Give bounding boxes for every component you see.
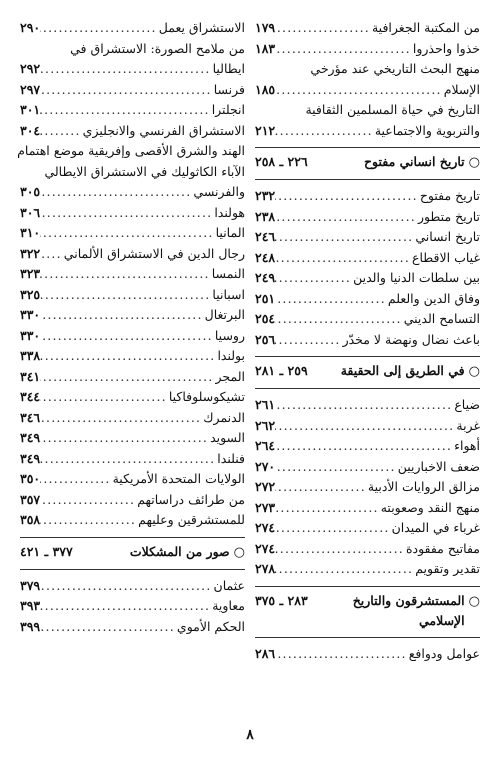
entry-page-number: ٣٥٧ (20, 491, 41, 507)
toc-entry (20, 326, 245, 347)
entry-row (20, 469, 245, 490)
entry-row (255, 436, 480, 457)
entry-title: والفرنسي (193, 184, 245, 199)
toc-entry (255, 100, 480, 141)
section-title: في الطريق إلى الحقيقة (340, 363, 465, 378)
dot-leader (275, 457, 398, 478)
entry-title: بين سلطات الدنيا والدين (353, 270, 480, 285)
entry-page-number: ٢٨٦ (255, 645, 276, 661)
toc-entry (255, 309, 480, 330)
entry-row (20, 408, 245, 429)
entry-title: تاريخ انساني (415, 229, 480, 244)
entry-row (20, 576, 245, 597)
entry-title: أهواء (454, 438, 480, 453)
entry-row (255, 186, 480, 207)
entry-title: المانيا (215, 225, 245, 240)
dot-leader (40, 408, 203, 429)
dot-leader (40, 59, 212, 80)
toc-entry (255, 559, 480, 580)
entry-page-number: ٣٢٥ (20, 286, 41, 302)
toc-entry (255, 289, 480, 310)
entry-title: الولايات المتحدة الأمريكية (112, 471, 245, 486)
entry-row (20, 182, 245, 203)
dot-leader (40, 367, 215, 388)
entry-title: التسامح الديني (403, 311, 480, 326)
toc-entry (20, 264, 245, 285)
dot-leader (275, 18, 372, 39)
entry-row (255, 477, 480, 498)
entry-title: هولندا (214, 204, 245, 220)
entry-page-number: ٣٥٨ (20, 512, 41, 527)
section-page-range: ٢٨٣ ـ ٣٧٥ (255, 592, 308, 608)
entry-title: المجر (215, 368, 245, 384)
entry-title: عثمان (213, 577, 245, 593)
entry-title: عوامل ودوافع (408, 645, 480, 661)
section-heading (20, 537, 245, 570)
toc-entry (20, 449, 245, 470)
entry-page-number: ٢١٢ (255, 122, 276, 138)
entry-page-number: ٣٤١ (20, 368, 41, 384)
entry-title: الهند والشرق الأقصى وإفريقية موضع اهتمام (17, 143, 245, 158)
entry-title: ضعف الاخباريين (397, 458, 480, 474)
toc-entry (20, 596, 245, 617)
entry-row (20, 80, 245, 101)
toc-entry (255, 416, 480, 437)
entry-page-number: ٢٣٨ (255, 208, 276, 224)
entry-page-number: ٢٧٤ (255, 540, 276, 556)
dot-leader (275, 289, 388, 310)
dot-leader (275, 559, 415, 580)
toc-entry (20, 100, 245, 121)
toc-entry (20, 203, 245, 224)
section-title: صور من المشكلات (129, 543, 230, 559)
dot-leader (40, 100, 212, 121)
entry-page-number: ٢٤٩ (255, 270, 276, 285)
entry-page-number: ٣٠٤ (20, 122, 41, 138)
toc-entry (255, 395, 480, 416)
entry-title: مزالق الروايات الأدبية (367, 479, 480, 494)
entry-row (20, 264, 245, 285)
entry-page-number: ٣٤٦ (20, 409, 41, 425)
entry-row (255, 121, 480, 142)
entry-row (20, 387, 245, 408)
toc-entry (255, 457, 480, 478)
entry-row (20, 596, 245, 617)
entry-title: النمسا (211, 266, 245, 281)
dot-leader (40, 182, 193, 203)
dot-leader (40, 18, 159, 39)
toc-entry-text (17, 141, 245, 162)
entry-row (20, 244, 245, 265)
toc-entry-text (20, 162, 245, 183)
dot-leader (40, 326, 215, 347)
entry-title-line1: التاريخ في حياة المسلمين الثقافية (305, 102, 480, 117)
entry-title-line1: من ملامح الصورة: الاستشراق في (70, 40, 245, 56)
entry-row (255, 518, 480, 539)
toc-entry (255, 248, 480, 269)
entry-title: تقدير وتقويم (415, 561, 480, 576)
entry-page-number: ٣٥٠ (20, 471, 41, 486)
section-page-range: ٢٥٩ ـ ٢٨١ (255, 363, 308, 378)
entry-row (255, 289, 480, 310)
entry-page-number: ٣٩٩ (20, 618, 41, 634)
entry-page-number: ٢٤٦ (255, 229, 276, 244)
dot-leader (275, 436, 454, 457)
entry-title: فرنسا (213, 81, 245, 97)
section-page-range: ٢٢٦ ـ ٢٥٨ (255, 154, 308, 169)
entry-row (20, 100, 245, 121)
circle-bullet-icon: ○ (233, 544, 245, 560)
entry-page-number: ٢٩٠ (20, 20, 41, 35)
entry-page-number: ٣١٠ (20, 225, 41, 240)
entry-row (255, 39, 480, 60)
dot-leader (40, 510, 138, 531)
entry-page-number: ٣٧٩ (20, 577, 41, 593)
entry-page-number: ١٧٩ (255, 20, 276, 35)
entry-page-number: ١٨٣ (255, 40, 276, 56)
circle-bullet-icon: ○ (468, 155, 480, 170)
entry-title: رجال الدين في الاستشراق الألماني (63, 245, 245, 261)
toc-entry (20, 490, 245, 511)
entry-page-number: ٣٢٣ (20, 266, 41, 281)
entry-page-number: ٣٤٤ (20, 389, 41, 404)
dot-leader (275, 268, 353, 289)
entry-row (255, 80, 480, 101)
toc-entry (20, 408, 245, 429)
entry-row (20, 59, 245, 80)
toc-entry (20, 428, 245, 449)
dot-leader (275, 416, 456, 437)
entry-page-number: ٢٩٧ (20, 81, 41, 97)
entry-title: من المكتبة الجغرافية (371, 20, 480, 35)
toc-entry (255, 518, 480, 539)
entry-title: الحكم الأموي (176, 618, 245, 634)
entry-title: روسيا (214, 327, 245, 343)
entry-title: ضياع (454, 397, 480, 412)
entry-page-number: ٢٦٤ (255, 438, 276, 453)
dot-leader (40, 244, 64, 265)
entry-title: الآباء الكاثوليك في الاستشراق الايطالي (44, 163, 245, 179)
section-heading (255, 356, 480, 389)
toc-entry (255, 39, 480, 60)
entry-title: غياب الاقطاع (412, 249, 480, 265)
dot-leader (40, 203, 214, 224)
entry-row (20, 305, 245, 326)
entry-row (255, 539, 480, 560)
entry-page-number: ٢٦١ (255, 397, 276, 412)
entry-title: تشيكوسلوفاكيا (168, 389, 245, 404)
dot-leader (40, 223, 215, 244)
entry-page-number: ٢٧٣ (255, 499, 276, 515)
toc-entry (255, 59, 480, 100)
entry-row (255, 498, 480, 519)
dot-leader (275, 121, 375, 142)
entry-title: معاوية (212, 598, 245, 613)
entry-title: غربة (456, 417, 480, 433)
entry-page-number: ٣٢٢ (20, 245, 41, 261)
entry-title: مفاتيح مفقودة (405, 540, 480, 556)
dot-leader (275, 539, 406, 560)
entry-title: الدنمرك (203, 409, 245, 425)
toc-entry (20, 576, 245, 597)
toc-entry (255, 330, 480, 351)
entry-title: الإسلام (443, 81, 480, 97)
toc-entry (20, 18, 245, 39)
entry-row (255, 395, 480, 416)
entry-page-number: ٣٠١ (20, 102, 41, 117)
toc-column-left (17, 18, 245, 637)
entry-row (20, 428, 245, 449)
dot-leader (40, 264, 212, 285)
toc-entry (20, 469, 245, 490)
toc-entry (255, 539, 480, 560)
entry-page-number: ٣٣٨ (20, 348, 41, 363)
toc-entry (20, 617, 245, 638)
toc-entry (255, 18, 480, 39)
entry-page-number: ٣٩٣ (20, 598, 41, 613)
section-heading (255, 586, 480, 638)
entry-title: باعث نضال ونهضة لا مخدّر (342, 331, 480, 347)
dot-leader (40, 576, 213, 597)
entry-title: اسبانيا (212, 286, 245, 302)
entry-page-number: ٢٩٢ (20, 61, 41, 76)
entry-title: خذوا واحذروا (412, 40, 480, 56)
entry-page-number: ٢٧٢ (255, 479, 276, 494)
entry-page-number: ٢٥٤ (255, 311, 276, 326)
entry-title: وفاق الدين والعلم (387, 290, 480, 306)
toc-entry (20, 367, 245, 388)
entry-row (20, 510, 245, 531)
entry-row (255, 248, 480, 269)
entry-title: انجلترا (211, 102, 245, 117)
toc-entry (20, 510, 245, 531)
entry-row (20, 203, 245, 224)
dot-leader (40, 285, 212, 306)
dot-leader (40, 449, 217, 470)
entry-row (255, 457, 480, 478)
entry-row (20, 367, 245, 388)
entry-page-number: ٢٦٢ (255, 417, 276, 433)
toc-entry (255, 186, 480, 207)
toc-entry (255, 268, 480, 289)
entry-title: غرباء في الميدان (391, 520, 480, 535)
dot-leader (275, 227, 415, 248)
entry-row (255, 416, 480, 437)
entry-row (20, 18, 245, 39)
entry-row (255, 330, 480, 351)
toc-entry (255, 477, 480, 498)
entry-row (255, 268, 480, 289)
dot-leader (40, 387, 169, 408)
dot-leader (40, 596, 212, 617)
toc-entry (20, 39, 245, 80)
dot-leader (40, 121, 83, 142)
entry-page-number: ٣٣٠ (20, 307, 41, 322)
toc-entry (20, 305, 245, 326)
toc-entry (20, 121, 245, 142)
circle-bullet-icon: ○ (468, 593, 480, 609)
section-page-range: ٣٧٧ ـ ٤٢١ (20, 543, 73, 559)
dot-leader (40, 428, 210, 449)
toc-entry (20, 244, 245, 265)
toc-entry (255, 207, 480, 228)
page-number: ٨ (246, 727, 254, 743)
entry-page-number: ٢٤٨ (255, 249, 276, 265)
entry-page-number: ٣٤٩ (20, 430, 41, 445)
toc-entry (20, 223, 245, 244)
dot-leader (40, 305, 204, 326)
entry-title: ايطاليا (212, 61, 245, 76)
section-heading (255, 147, 480, 180)
toc-entry (255, 436, 480, 457)
toc-entry (20, 182, 245, 203)
dot-leader (275, 186, 420, 207)
entry-row (20, 121, 245, 142)
section-title: المستشرقون والتاريخ الإسلامي (352, 592, 465, 628)
entry-row (20, 285, 245, 306)
entry-page-number: ٣٠٥ (20, 184, 41, 199)
entry-row (20, 326, 245, 347)
entry-row (255, 18, 480, 39)
entry-page-number: ٢٧٠ (255, 458, 276, 474)
entry-page-number: ٣٠٦ (20, 204, 41, 220)
entry-page-number: ٢٧٤ (255, 520, 276, 535)
entry-title: السويد (210, 430, 245, 445)
entry-title: تاريخ مفتوح (419, 188, 480, 203)
entry-page-number: ٢٥٦ (255, 331, 276, 347)
dot-leader (275, 477, 368, 498)
entry-row (255, 559, 480, 580)
toc-entry (255, 498, 480, 519)
entry-title: منهج النقد وصعوبته (380, 499, 480, 515)
entry-row (20, 449, 245, 470)
dot-leader (275, 644, 409, 665)
entry-row (20, 490, 245, 511)
entry-page-number: ٢٧٨ (255, 561, 276, 576)
entry-page-number: ٣٤٩ (20, 450, 41, 466)
entry-title: والتربوية والاجتماعية (374, 122, 480, 138)
dot-leader (40, 80, 214, 101)
entry-title: البرتغال (204, 307, 245, 322)
dot-leader (40, 617, 177, 638)
entry-page-number: ١٨٥ (255, 81, 276, 97)
dot-leader (275, 330, 342, 351)
dot-leader (40, 346, 217, 367)
entry-title: فنلندا (217, 450, 245, 466)
dot-leader (275, 395, 454, 416)
dot-leader (275, 207, 418, 228)
dot-leader (275, 518, 391, 539)
entry-title: تاريخ متطور (417, 208, 480, 224)
entry-row (20, 617, 245, 638)
entry-title: الاستشراق يعمل (158, 20, 245, 35)
entry-row (20, 223, 245, 244)
dot-leader (275, 39, 413, 60)
dot-leader (275, 248, 412, 269)
toc-entry (20, 285, 245, 306)
entry-page-number: ٢٥١ (255, 290, 276, 306)
toc-entry (255, 644, 480, 665)
dot-leader (40, 469, 112, 490)
entry-title-line1: منهج البحث التاريخي عند مؤرخي (310, 61, 480, 76)
toc-entry (255, 227, 480, 248)
entry-row (255, 207, 480, 228)
entry-row (20, 346, 245, 367)
dot-leader (275, 498, 381, 519)
dot-leader (275, 80, 444, 101)
toc-column-right (255, 18, 480, 664)
circle-bullet-icon: ○ (468, 364, 480, 379)
toc-entry (20, 346, 245, 367)
dot-leader (40, 490, 137, 511)
entry-row (255, 644, 480, 665)
entry-title: الاستشراق الفرنسي والانجليزي (82, 122, 245, 138)
toc-entry (20, 80, 245, 101)
entry-title: من طرائف دراساتهم (137, 491, 245, 507)
section-title: تاريخ انساني مفتوح (363, 154, 465, 169)
entry-title: للمستشرقين وعليهم (138, 512, 245, 527)
toc-entry (20, 387, 245, 408)
dot-leader (275, 309, 404, 330)
entry-row (255, 309, 480, 330)
entry-page-number: ٢٣٢ (255, 188, 276, 203)
entry-row (255, 227, 480, 248)
entry-title: بولندا (217, 348, 245, 363)
entry-page-number: ٣٣٠ (20, 327, 41, 343)
